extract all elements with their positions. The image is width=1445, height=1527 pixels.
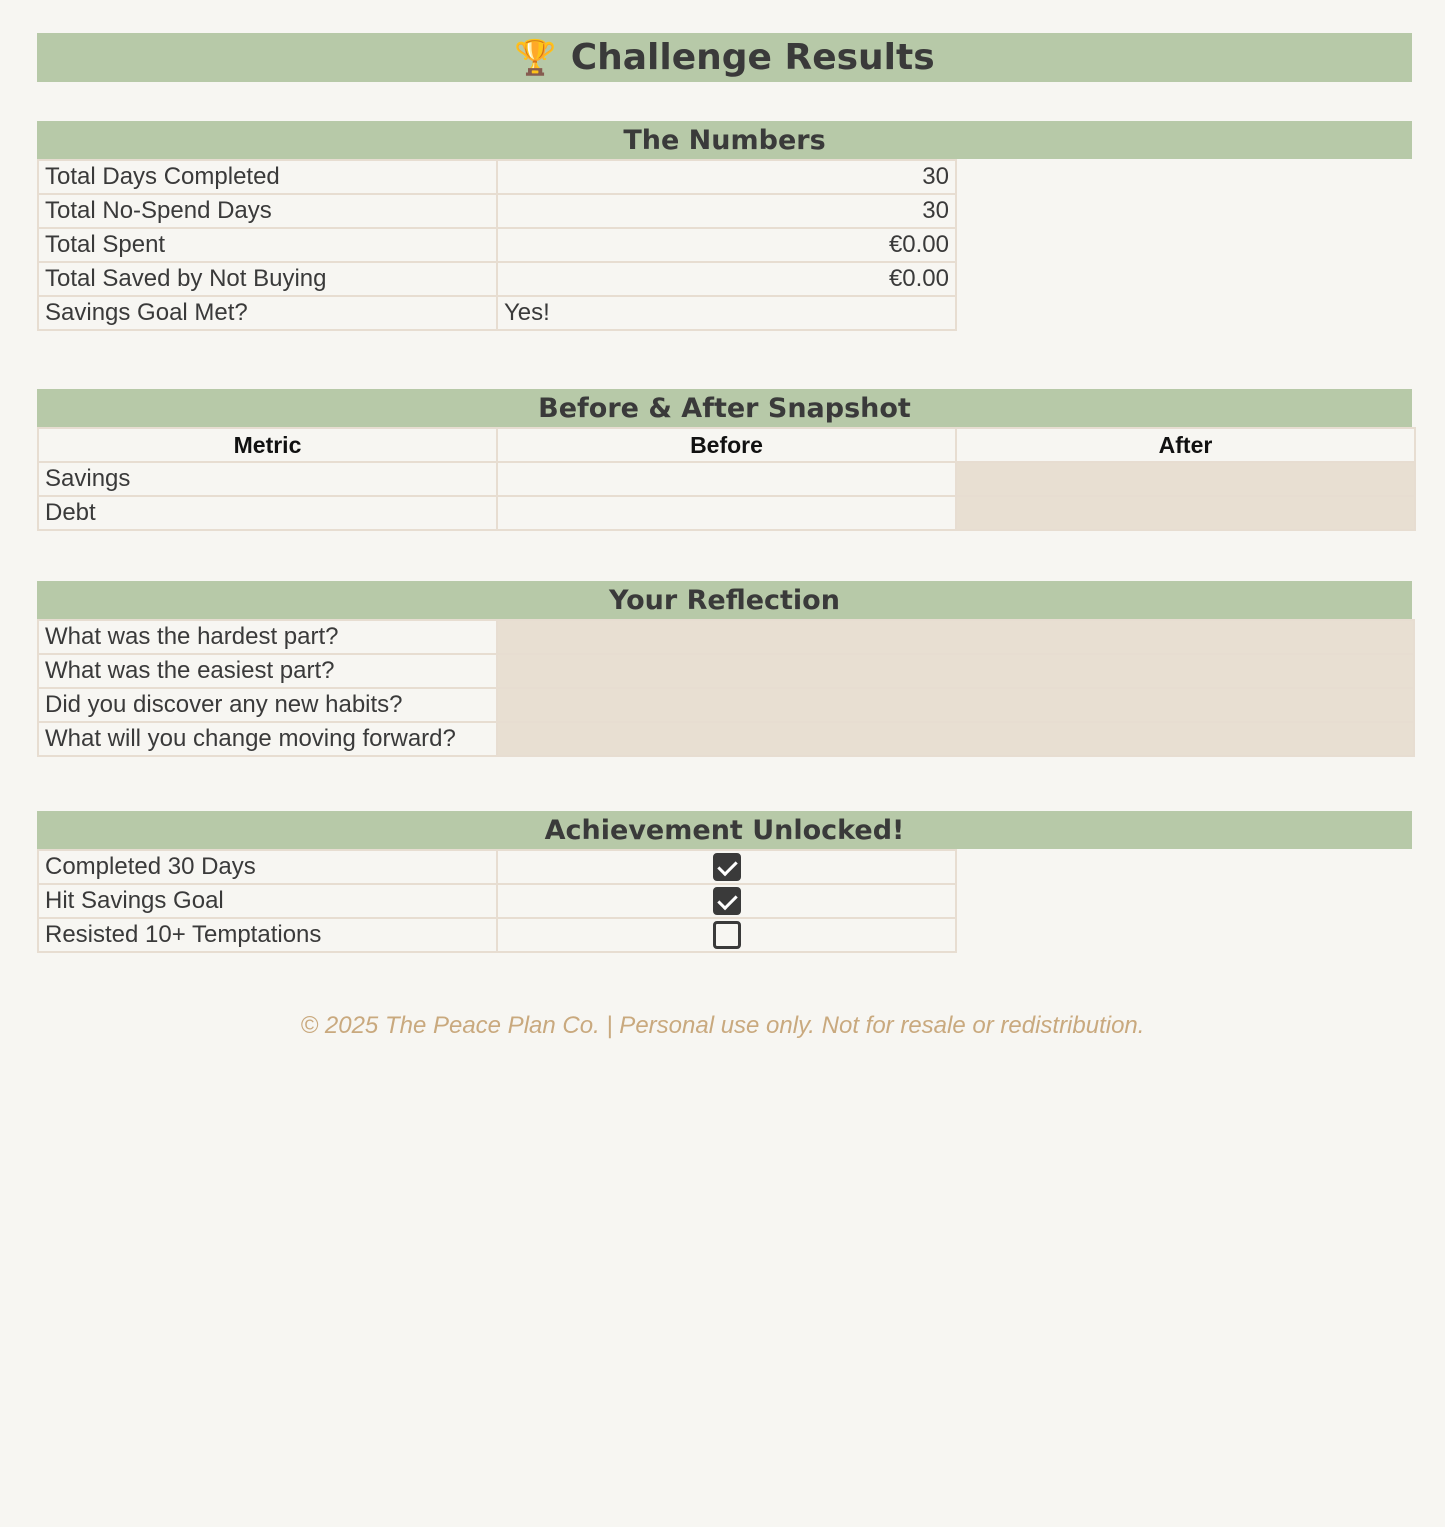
numbers-label: Savings Goal Met? (38, 296, 497, 330)
table-row (38, 918, 956, 952)
reflection-answer-input[interactable] (497, 722, 1414, 756)
reflection-question: What will you change moving forward? (38, 722, 497, 756)
before-input[interactable] (497, 462, 956, 496)
numbers-value[interactable]: Yes! (497, 296, 956, 330)
numbers-table (37, 159, 957, 331)
metric-label: Debt (38, 496, 497, 530)
numbers-value[interactable]: €0.00 (497, 228, 956, 262)
metric-label: Savings (38, 462, 497, 496)
snapshot-table (37, 427, 1416, 531)
table-row (38, 462, 1415, 496)
column-header-before: Before (497, 428, 956, 462)
table-row (38, 496, 1415, 530)
numbers-label: Total No-Spend Days (38, 194, 497, 228)
before-input[interactable] (497, 496, 956, 530)
table-row (38, 194, 956, 228)
checkbox-completed-30-days[interactable] (713, 853, 741, 881)
table-row (38, 262, 956, 296)
table-row (38, 620, 1414, 654)
table-row (38, 160, 956, 194)
reflection-question: What was the easiest part? (38, 654, 497, 688)
table-row (38, 688, 1414, 722)
reflection-question: What was the hardest part? (38, 620, 497, 654)
reflection-answer-input[interactable] (497, 654, 1414, 688)
snapshot-heading: Before & After Snapshot (37, 389, 1412, 427)
checkbox-hit-savings-goal[interactable] (713, 887, 741, 915)
achievements-heading: Achievement Unlocked! (37, 811, 1412, 849)
numbers-label: Total Spent (38, 228, 497, 262)
achievement-label: Hit Savings Goal (38, 884, 497, 918)
reflection-heading: Your Reflection (37, 581, 1412, 619)
after-input[interactable] (956, 462, 1415, 496)
column-header-metric: Metric (38, 428, 497, 462)
trophy-icon: 🏆 (514, 37, 557, 78)
reflection-question: Did you discover any new habits? (38, 688, 497, 722)
table-row (38, 722, 1414, 756)
checkbox-resisted-temptations[interactable] (713, 921, 741, 949)
reflection-table (37, 619, 1415, 757)
table-row (38, 296, 956, 330)
page-title-text: Challenge Results (570, 37, 935, 78)
numbers-value[interactable]: 30 (497, 194, 956, 228)
table-header-row (38, 428, 1415, 462)
page-title (37, 33, 1412, 82)
numbers-value[interactable]: €0.00 (497, 262, 956, 296)
reflection-answer-input[interactable] (497, 688, 1414, 722)
column-header-after: After (956, 428, 1415, 462)
reflection-answer-input[interactable] (497, 620, 1414, 654)
numbers-label: Total Saved by Not Buying (38, 262, 497, 296)
numbers-value[interactable]: 30 (497, 160, 956, 194)
after-input[interactable] (956, 496, 1415, 530)
achievement-label: Completed 30 Days (38, 850, 497, 884)
table-row (38, 884, 956, 918)
table-row (38, 228, 956, 262)
achievement-label: Resisted 10+ Temptations (38, 918, 497, 952)
numbers-label: Total Days Completed (38, 160, 497, 194)
numbers-heading: The Numbers (37, 121, 1412, 159)
footer-copyright: © 2025 The Peace Plan Co. | Personal use only. Not for resale or redistribution. (300, 1012, 1145, 1039)
achievements-table (37, 849, 957, 953)
table-row (38, 850, 956, 884)
table-row (38, 654, 1414, 688)
